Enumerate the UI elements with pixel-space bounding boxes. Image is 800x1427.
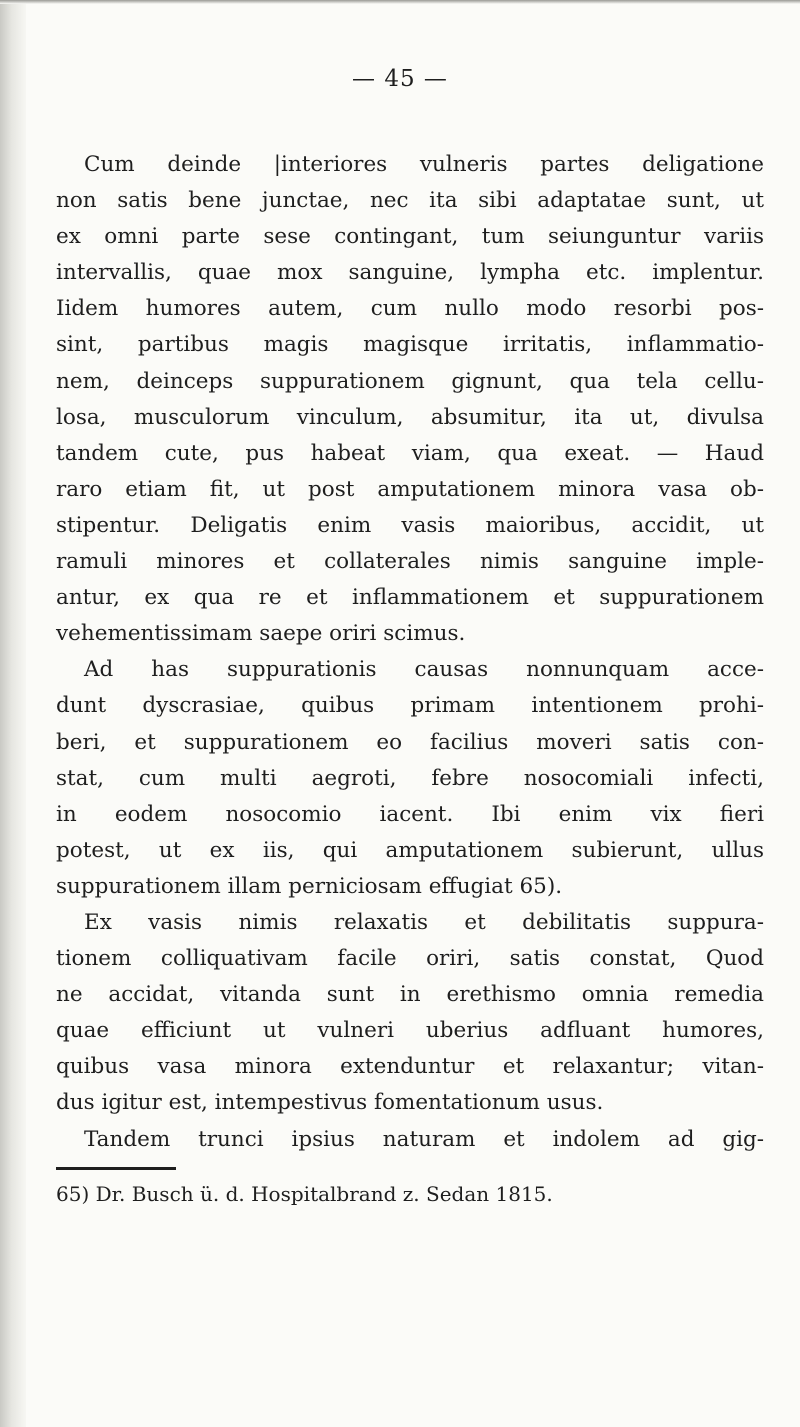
footnote-divider xyxy=(56,1167,176,1170)
text-line: dunt dyscrasiae, quibus primam intentionem prohi- xyxy=(56,693,764,719)
text-line: Ex vasis nimis relaxatis et debilitatis suppura- xyxy=(84,909,764,935)
text-line: quae efficiunt ut vulneri uberius adfluant humores, xyxy=(56,1018,764,1044)
text-line: stipentur. Deligatis enim vasis maioribus, accidit, ut xyxy=(56,512,764,538)
text-line: vehementissimam saepe oriri scimus. xyxy=(56,621,466,647)
text-line: Tandem trunci ipsius naturam et indolem ad gig- xyxy=(84,1126,764,1152)
text-line: raro etiam fit, ut post amputationem minora vasa ob- xyxy=(56,476,764,502)
text-line: quibus vasa minora extenduntur et relaxantur; vitan- xyxy=(56,1054,764,1080)
text-line: ne accidat, vitanda sunt in erethismo omnia remedia xyxy=(56,982,764,1008)
page-top-edge xyxy=(0,0,800,4)
text-line: Iidem humores autem, cum nullo modo resorbi pos- xyxy=(56,296,764,322)
text-line: beri, et suppurationem eo facilius moveri satis con- xyxy=(56,729,764,755)
text-line: Cum deinde |interiores vulneris partes deligatione xyxy=(84,152,764,177)
text-line: non satis bene junctae, nec ita sibi adaptatae sunt, ut xyxy=(56,188,764,214)
text-line: suppurationem illam perniciosam effugiat 65). xyxy=(56,873,563,899)
text-line: Ad has suppurationis causas nonnunquam acce- xyxy=(84,657,764,683)
text-line: dus igitur est, intempestivus fomentationum usus. xyxy=(56,1090,604,1116)
text-line: tionem colliquativam facile oriri, satis constat, Quod xyxy=(56,946,764,972)
text-line: losa, musculorum vinculum, absumitur, ita ut, divulsa xyxy=(56,404,764,430)
page-number: — 45 — xyxy=(352,66,448,92)
text-line: ex omni parte sese contingant, tum seiunguntur variis xyxy=(56,224,764,250)
text-line: sint, partibus magis magisque irritatis, inflammatio- xyxy=(56,332,764,358)
footnote: 65) Dr. Busch ü. d. Hospitalbrand z. Sedan 1815. xyxy=(56,1182,553,1206)
text-line: in eodem nosocomio iacent. Ibi enim vix fieri xyxy=(56,801,764,827)
text-line: ramuli minores et collaterales nimis sanguine imple- xyxy=(56,549,764,575)
text-line: nem, deinceps suppurationem gignunt, qua tela cellu- xyxy=(56,368,764,394)
text-line: intervallis, quae mox sanguine, lympha etc. implentur. xyxy=(56,260,764,286)
page-binding-shadow xyxy=(0,0,26,1427)
body-text xyxy=(56,147,764,1158)
text-line: tandem cute, pus habeat viam, qua exeat. — Haud xyxy=(56,440,764,466)
text-line: potest, ut ex iis, qui amputationem subierunt, ullus xyxy=(56,837,764,863)
text-line: stat, cum multi aegroti, febre nosocomiali infecti, xyxy=(56,765,764,791)
text-line: antur, ex qua re et inflammationem et suppurationem xyxy=(56,585,764,611)
